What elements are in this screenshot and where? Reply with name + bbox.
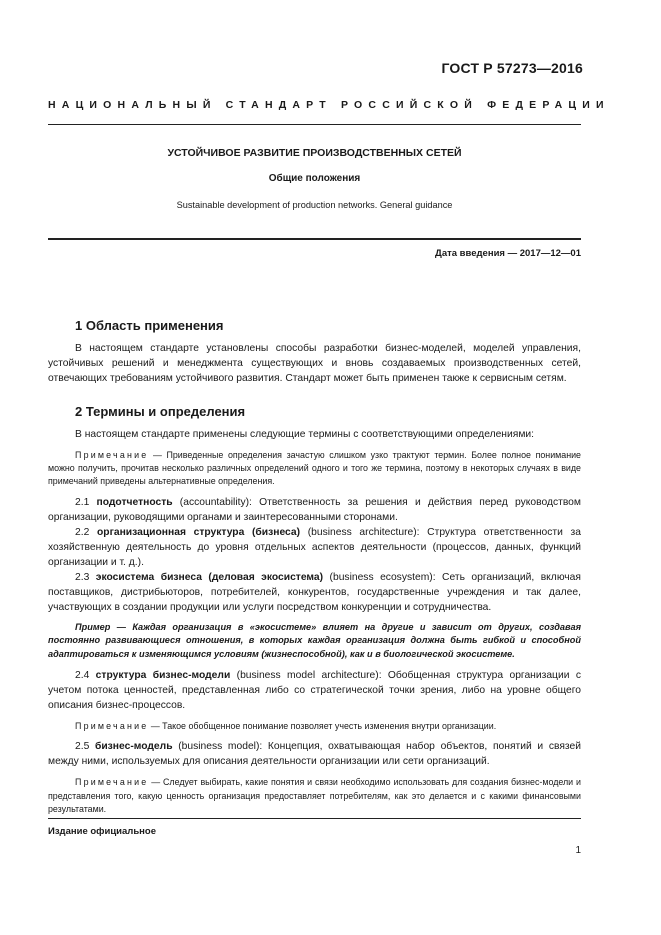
note-text: — Следует выбирать, какие понятия и связи необходимо использовать для создания бизнес-модели и представления того, какую ценность организация предоставляет потребителям, как это делается и с какими финансовыми результатами.	[48, 777, 581, 814]
title-divider	[48, 238, 581, 240]
note-label: Примечание	[75, 777, 149, 788]
section-2-heading: 2 Термины и определения	[75, 404, 246, 419]
document-title: УСТОЙЧИВОЕ РАЗВИТИЕ ПРОИЗВОДСТВЕННЫХ СЕТЕЙ	[167, 147, 462, 159]
term-number: 2.1	[75, 496, 97, 508]
page-number: 1	[575, 845, 581, 856]
term-number: 2.3	[75, 571, 96, 583]
term-2-1	[48, 495, 581, 525]
note-text: — Такое обобщенное понимание позволяет учесть изменения внутри организации.	[148, 721, 497, 732]
term-2-3	[48, 570, 581, 615]
section-2-intro: В настоящем стандарте применены следующие термины с соответствующими определениями:	[75, 429, 535, 440]
term-definition: (business model): Концепция, охватывающая набор объектов, понятий и связей между ними, используемых для описания деятельности организации или сети организаций.	[48, 741, 581, 768]
term-name: бизнес-модель	[94, 741, 173, 753]
section-1-heading: 1 Область применения	[75, 318, 224, 333]
term-definition: (business architecture): Структура ответственности за хозяйственную деятельность до уровня отдельных аспектов деятельности (процессов, данных, функций организации и т. д.).	[48, 526, 581, 568]
term-definition: (business model architecture): Обобщенная структура организации с учетом потока ценностей, представленная либо со стратегической точки зрения, либо на уровне общего описания бизнес-процессов.	[48, 670, 581, 712]
introduction-date: Дата введения — 2017—12—01	[435, 248, 581, 259]
term-number: 2.2	[75, 526, 97, 538]
term-name: экосистема бизнеса (деловая экосистема)	[95, 571, 324, 583]
header-divider	[48, 124, 581, 125]
term-2-5	[48, 739, 581, 769]
document-title-english: Sustainable development of production networks. General guidance	[176, 200, 453, 210]
document-body	[48, 317, 581, 822]
term-2-2	[48, 525, 581, 570]
section-1-text: В настоящем стандарте установлены способы разработки бизнес-моделей, моделей управления, устойчивых решений и менеджмента существующих и вновь создаваемых производственных сетей, отвечающих требованиям устойчивого развития. Стандарт может быть применен также к сервисным сетям.	[48, 343, 581, 384]
note-3	[48, 776, 581, 816]
note-label: Примечание	[75, 721, 149, 732]
document-subtitle: Общие положения	[268, 173, 361, 184]
term-definition: (business ecosystem): Сеть организаций, включая поставщиков, дистрибьюторов, потребителей, конкурентов, государственные учреждения и так далее, участвующих в создании продукции или услуги посредством конкуренции и сотрудничества.	[48, 571, 581, 613]
term-number: 2.4	[75, 670, 96, 682]
note-text: — Приведенные определения зачастую слишком узко трактуют термин. Более полное понимание можно получить, прочитав несколько различных определений одного и того же термина, поэтому в некоторых случаях в виде примечаний приведены альтернативные определения.	[48, 450, 581, 487]
term-2-4	[48, 668, 581, 713]
standard-code: ГОСТ Р 57273—2016	[441, 60, 583, 76]
example-2-3: Пример — Каждая организация в «экосистеме» влияет на другие и зависит от других, создавая постоянно развивающиеся отношения, в которых каждая организация должна быть гибкой и способной адаптироваться к изменяющимся условиям (жизнеспособной), как и в биологической экосистеме.	[48, 621, 581, 659]
term-name: организационная структура (бизнеса)	[96, 526, 301, 538]
official-edition-label: Издание официальное	[48, 826, 156, 837]
term-number: 2.5	[75, 741, 95, 753]
note-1	[48, 449, 581, 489]
section-spacer	[48, 386, 581, 403]
footer-divider	[48, 818, 581, 819]
note-2	[48, 720, 581, 733]
note-label: Примечание	[75, 450, 149, 460]
term-name: подотчетность	[96, 496, 173, 508]
term-definition: (accountability): Ответственность за решения и действия перед руководством организации, руководящими органами и заинтересованными сторонами.	[48, 496, 581, 523]
national-standard-heading: НАЦИОНАЛЬНЫЙ СТАНДАРТ РОССИЙСКОЙ ФЕДЕРАЦИИ	[48, 99, 610, 111]
term-name: структура бизнес-модели	[95, 670, 231, 682]
